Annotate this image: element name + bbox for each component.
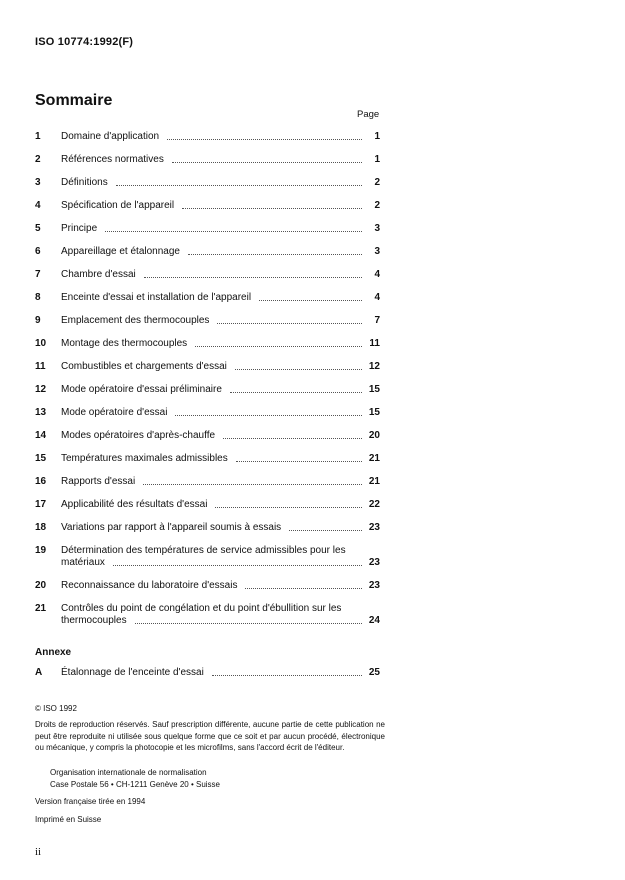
toc-entry[interactable] (35, 453, 380, 465)
entry-page: 2 (374, 177, 380, 188)
entry-title: Étalonnage de l'enceinte d'essai (61, 667, 204, 678)
org-name: Organisation internationale de normalisation (50, 768, 207, 777)
entry-number: 13 (35, 407, 47, 418)
toc-entry[interactable] (35, 476, 380, 488)
dot-leader (217, 323, 362, 324)
annex-entry[interactable] (35, 667, 380, 679)
toc-entry[interactable] (35, 384, 380, 396)
entry-title: Enceinte d'essai et installation de l'appareil (61, 292, 252, 303)
dot-leader (195, 346, 362, 347)
dot-leader (188, 254, 362, 255)
toc-entry[interactable] (35, 315, 380, 327)
dot-leader (215, 507, 362, 508)
entry-title: Mode opératoire d'essai préliminaire (61, 384, 222, 395)
entry-page: 20 (368, 430, 380, 441)
entry-number: 11 (35, 361, 46, 372)
entry-page: 23 (368, 557, 380, 568)
entry-title: Reconnaissance du laboratoire d'essais (61, 580, 238, 591)
entry-number: 16 (35, 476, 47, 487)
toc-entry[interactable] (35, 338, 380, 350)
entry-title: Rapports d'essai (61, 476, 136, 487)
entry-page: 1 (374, 154, 380, 165)
printed-in: Imprimé en Suisse (35, 815, 102, 824)
dot-leader (289, 530, 362, 531)
org-address: Case Postale 56 • CH-1211 Genève 20 • Suisse (50, 779, 220, 789)
entry-title-line2: thermocouples (61, 615, 127, 626)
toc-entry[interactable] (35, 246, 380, 258)
page-number: ii (35, 846, 42, 858)
toc-entry[interactable] (35, 223, 380, 235)
entry-number: 19 (35, 545, 47, 556)
entry-page: 22 (368, 499, 380, 510)
edition-note: Version française tirée en 1994 (35, 797, 146, 806)
entry-number: 17 (35, 499, 47, 510)
toc-heading: Sommaire (35, 92, 113, 109)
entry-title: Chambre d'essai (61, 269, 136, 280)
toc-entry[interactable] (35, 200, 380, 212)
entry-number: 15 (35, 453, 47, 464)
entry-page: 23 (368, 580, 380, 591)
entry-page: 25 (368, 667, 380, 678)
publisher-address (50, 767, 220, 790)
entry-number: 12 (35, 384, 47, 395)
toc-entry[interactable] (35, 292, 380, 304)
entry-number: 14 (35, 430, 47, 441)
toc-entry[interactable] (35, 545, 380, 569)
entry-number: 1 (35, 131, 41, 142)
entry-title: Références normatives (61, 154, 164, 165)
annex-heading: Annexe (35, 647, 72, 658)
dot-leader (135, 623, 362, 624)
entry-number: A (35, 667, 43, 678)
toc-entry[interactable] (35, 269, 380, 281)
dot-leader (143, 484, 362, 485)
dot-leader (167, 139, 362, 140)
entry-number: 7 (35, 269, 41, 280)
entry-title: Variations par rapport à l'appareil soumis à essais (61, 522, 282, 533)
entry-number: 10 (35, 338, 47, 349)
entry-title: Températures maximales admissibles (61, 453, 228, 464)
entry-title: Modes opératoires d'après-chauffe (61, 430, 216, 441)
entry-title: Combustibles et chargements d'essai (61, 361, 227, 372)
rights-statement: Droits de reproduction réservés. Sauf prescription différente, aucune partie de cette publication ne peut être reproduite ni utilisée sous quelque forme que ce soit et par aucun procédé, électronique ou mécanique, y compris la photocopie et les microfilms, sans l'accord écrit de l'éditeur. (35, 720, 385, 752)
toc-entry[interactable] (35, 430, 380, 442)
entry-title-line1: Détermination des températures de service admissibles pour les (61, 545, 346, 556)
entry-title: Appareillage et étalonnage (61, 246, 180, 257)
entry-number: 6 (35, 246, 41, 257)
entry-title: Définitions (61, 177, 108, 188)
entry-title: Applicabilité des résultats d'essai (61, 499, 208, 510)
entry-page: 4 (374, 292, 380, 303)
dot-leader (172, 162, 362, 163)
entry-page: 24 (368, 615, 380, 626)
copyright-notice: © ISO 1992 (35, 704, 77, 713)
toc-entry[interactable] (35, 131, 380, 143)
entry-page: 3 (374, 246, 380, 257)
entry-number: 4 (35, 200, 41, 211)
entry-title: Montage des thermocouples (61, 338, 188, 349)
entry-number: 21 (35, 603, 47, 614)
dot-leader (236, 461, 362, 462)
entry-page: 23 (368, 522, 380, 533)
document-id: ISO 10774:1992(F) (35, 36, 134, 48)
entry-page: 15 (368, 384, 380, 395)
entry-number: 9 (35, 315, 41, 326)
toc-entry[interactable] (35, 580, 380, 592)
dot-leader (113, 565, 362, 566)
entry-title-line1: Contrôles du point de congélation et du point d'ébullition sur les (61, 603, 342, 614)
entry-page: 12 (368, 361, 380, 372)
toc-entry[interactable] (35, 177, 380, 189)
toc-entry[interactable] (35, 154, 380, 166)
dot-leader (116, 185, 362, 186)
dot-leader (223, 438, 362, 439)
entry-page: 4 (374, 269, 380, 280)
toc-entry[interactable] (35, 407, 380, 419)
entry-number: 3 (35, 177, 41, 188)
table-of-contents (35, 123, 380, 627)
entry-title: Spécification de l'appareil (61, 200, 175, 211)
entry-number: 5 (35, 223, 41, 234)
dot-leader (259, 300, 362, 301)
dot-leader (230, 392, 362, 393)
entry-page: 11 (369, 338, 380, 349)
entry-page: 15 (368, 407, 380, 418)
toc-entry[interactable] (35, 499, 380, 511)
toc-entry[interactable] (35, 522, 380, 534)
toc-entry[interactable] (35, 361, 380, 373)
entry-number: 18 (35, 522, 47, 533)
dot-leader (235, 369, 362, 370)
dot-leader (212, 675, 362, 676)
entry-page: 7 (374, 315, 380, 326)
entry-page: 3 (374, 223, 380, 234)
dot-leader (182, 208, 362, 209)
entry-title: Domaine d'application (61, 131, 160, 142)
entry-title: Mode opératoire d'essai (61, 407, 168, 418)
entry-page: 21 (368, 453, 380, 464)
entry-title-line2: matériaux (61, 557, 105, 568)
dot-leader (105, 231, 362, 232)
entry-page: 2 (374, 200, 380, 211)
entry-number: 20 (35, 580, 47, 591)
entry-page: 1 (374, 131, 380, 142)
dot-leader (144, 277, 362, 278)
entry-title: Emplacement des thermocouples (61, 315, 210, 326)
dot-leader (175, 415, 362, 416)
entry-page: 21 (368, 476, 380, 487)
dot-leader (245, 588, 362, 589)
entry-title: Principe (61, 223, 98, 234)
entry-number: 2 (35, 154, 41, 165)
page-column-label: Page (357, 109, 380, 120)
toc-entry[interactable] (35, 603, 380, 627)
entry-number: 8 (35, 292, 41, 303)
